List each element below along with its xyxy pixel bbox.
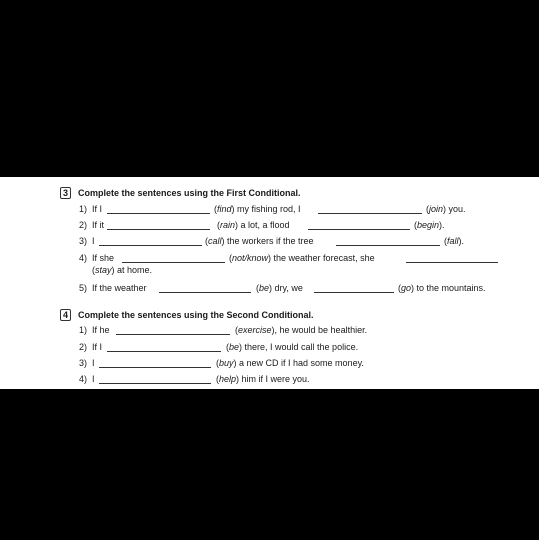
exercise-title: Complete the sentences using the First Conditional. [78,188,301,198]
exercise-number-badge: 4 [60,309,71,321]
answer-blank[interactable] [122,262,225,263]
answer-blank[interactable] [308,229,410,230]
answer-blank[interactable] [107,351,221,352]
exercise-3-header [60,186,301,200]
answer-blank[interactable] [159,292,251,293]
answer-blank[interactable] [99,383,211,384]
answer-blank[interactable] [107,213,210,214]
answer-blank[interactable] [314,292,394,293]
answer-blank[interactable] [336,245,440,246]
exercise-number-badge: 3 [60,187,71,199]
exercise-4-header [60,308,314,322]
worksheet: 3 Complete the sentences using the First Conditional. 1) If I (find) my fishing rod, I (join) you. 2) If it (rain) a lot, a flood (begin). 3) I (call) the workers if the tree (fall). 4) If she (not/know) the weather forecast, she (stay) at home. 5) If the weather (be) dry, we (go) to the mountains. 4 Complete the sentences using the Second Conditional. 1) If he (exercise), he would be healthier. 2) If I (be) there, I would call the police. 3) I (buy) a new CD if I had some money. 4) I (help) him if I were you. [0,177,539,389]
answer-blank[interactable] [99,367,211,368]
answer-blank[interactable] [107,229,210,230]
answer-blank[interactable] [99,245,202,246]
answer-blank[interactable] [318,213,422,214]
exercise-title: Complete the sentences using the Second Conditional. [78,310,314,320]
answer-blank[interactable] [406,262,498,263]
answer-blank[interactable] [116,334,230,335]
